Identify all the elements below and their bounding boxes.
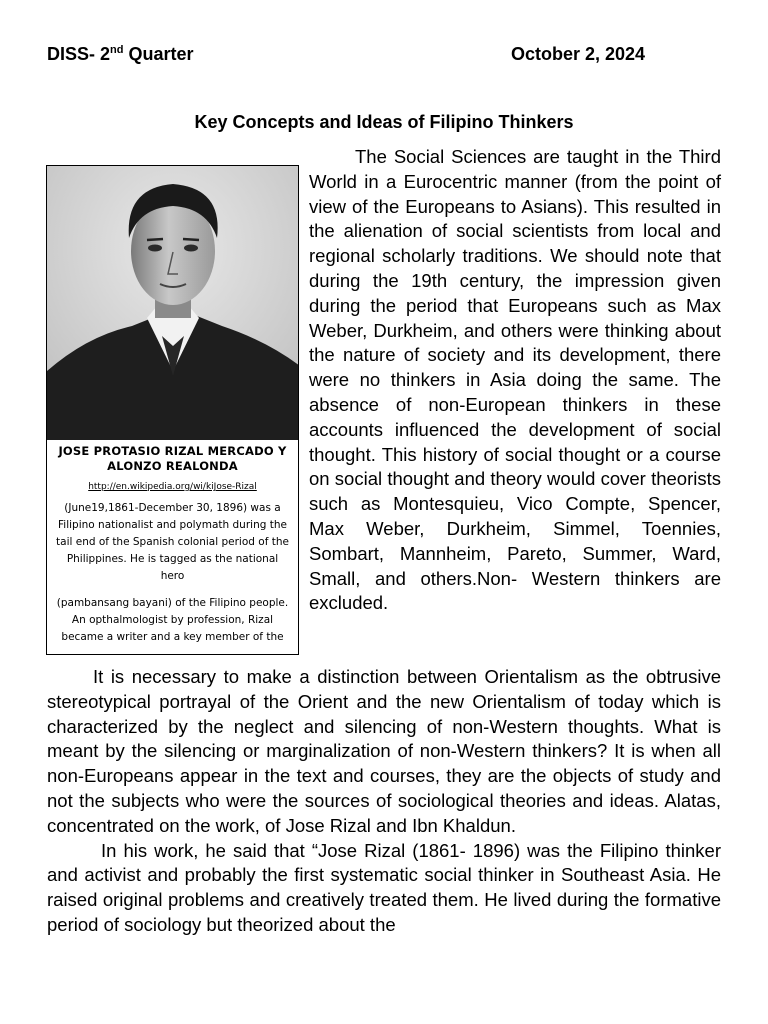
paragraph-3: In his work, he said that “Jose Rizal (1861- 1896) was the Filipino thinker and activist and probably the first systematic social thinker in Southeast Asia. He raised original problems and creatively treated them. He lived during the formative period of sociology but theorized about the [47, 839, 721, 935]
paragraph-2: It is necessary to make a distinction between Orientalism as the obtrusive stereotypical portrayal of the Orient and the new Orientalism of today which is characterized by the neglect and silencing of non-Western thoughts. What is meant by the silencing or marginalization of non-Western thinkers? It is when all non-Europeans appear in the text and courses, they are the objects of study and not the subjects who were the sources of sociological theories and ideas. Alatas, concentrated on the work, of Jose Rizal and Ibn Khaldun. [47, 666, 721, 836]
rizal-figure-box [46, 165, 299, 655]
course-quarter-header: DISS- 2nd Quarter [47, 44, 194, 64]
caption-source-link[interactable]: http://en.wikipedia.org/wi/kiJose-Rizal [88, 482, 257, 492]
document-title: Key Concepts and Ideas of Filipino Thinkers [194, 112, 574, 132]
date-header: October 2, 2024 [511, 44, 646, 64]
body-text-full-width [47, 665, 721, 938]
rizal-portrait-image [47, 166, 299, 440]
paragraph-1: The Social Sciences are taught in the Third World in a Eurocentric manner (from the point of view of the Europeans to Asians). This resulted in the alienation of social scientists from local and regional scholarly traditions. We should note that during the 19th century, the impression given during the period that Europeans such as Max Weber, Durkheim, and others were thinking about the nature of society and its development, there were no thinkers in Asia doing the same. The absence of non-European thinkers in these accounts influenced the development of social thought. This history of social thought or a course on social thought and theory would cover theorists such as Montesquieu, Vico Compte, Spencer, Max Weber, Durkheim, Simmel, Toennies, Sombart, Mannheim, Pareto, Summer, Ward, Small, and others.Non- Western thinkers are excluded. [309, 146, 721, 614]
caption-bio-2: (pambansang bayani) of the Filipino people. An opthalmologist by profession, Rizal became a writer and a key member of the [56, 597, 289, 643]
intro-paragraph-column [309, 145, 721, 616]
figure-caption [47, 440, 298, 646]
caption-bio-1: (June19,1861-December 30, 1896) was a Filipino nationalist and polymath during the tail end of the Spanish colonial period of the Philippines. He is tagged as the national hero [56, 502, 289, 582]
caption-name: JOSE PROTASIO RIZAL MERCADO Y ALONZO REALONDA [58, 444, 287, 473]
